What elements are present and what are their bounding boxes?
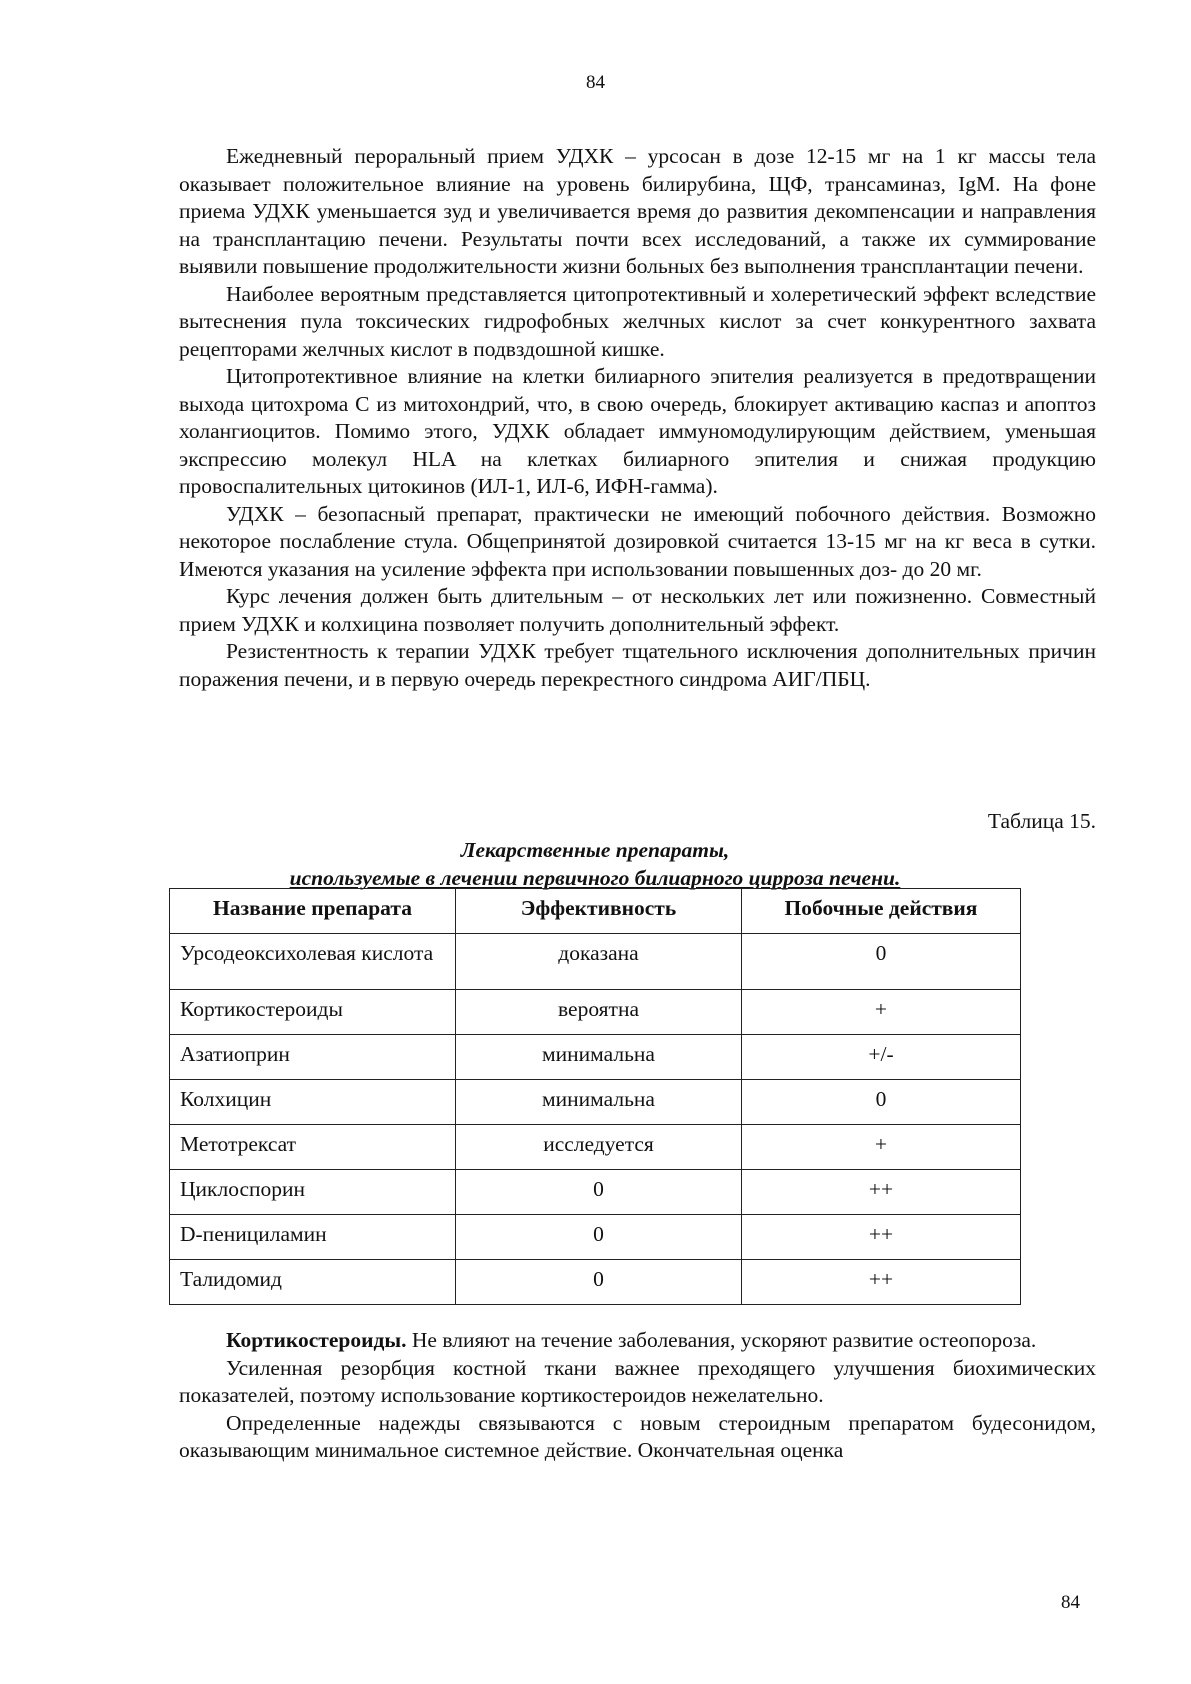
table-row: [170, 1215, 1021, 1260]
body-text-top: [179, 143, 1096, 693]
page-number-top: 84: [586, 72, 605, 93]
cell-drug-name: Колхицин: [170, 1080, 456, 1125]
paragraph: Наиболее вероятным представляется цитопротективный и холеретический эффект вследствие вытеснения пула токсических гидрофобных желчных кислот за счет конкурентного захвата рецепторами желчных кислот в подвздошной кишке.: [179, 281, 1096, 361]
cell-side-effects: ++: [742, 1215, 1021, 1260]
paragraph-lead: Кортикостероиды.: [226, 1328, 407, 1352]
paragraph: Ежедневный пероральный прием УДХК – урсосан в дозе 12-15 мг на 1 кг массы тела оказывает положительное влияние на уровень билирубина, ЩФ, трансаминаз, IgM. На фоне приема УДХК уменьшается зуд и увеличивается время до развития декомпенсации и направления на трансплантацию печени. Результаты почти всех исследований, а также их суммирование выявили повышение продолжительности жизни больных без выполнения трансплантации печени.: [179, 144, 1096, 278]
table-row: [170, 1035, 1021, 1080]
cell-side-effects: ++: [742, 1260, 1021, 1305]
cell-efficacy: доказана: [456, 934, 742, 990]
paragraph: [179, 1327, 1096, 1355]
cell-side-effects: +/-: [742, 1035, 1021, 1080]
paragraph: УДХК – безопасный препарат, практически не имеющий побочного действия. Возможно некоторое послабление стула. Общепринятой дозировкой считается 13-15 мг на кг веса в сутки. Имеются указания на усиление эффекта при использовании повышенных доз- до 20 мг.: [179, 501, 1096, 581]
drugs-table: [169, 888, 1021, 1305]
paragraph: Курс лечения должен быть длительным – от нескольких лет или пожизненно. Совместный прием УДХК и колхицина позволяет получить дополнительный эффект.: [179, 584, 1096, 636]
table-label: Таблица 15.: [987, 809, 1096, 833]
table-row: [170, 1080, 1021, 1125]
paragraph: Усиленная резорбция костной ткани важнее преходящего улучшения биохимических показателей, поэтому использование кортикостероидов нежелательно.: [179, 1355, 1096, 1407]
cell-efficacy: минимальна: [456, 1035, 742, 1080]
cell-drug-name: Кортикостероиды: [170, 990, 456, 1035]
cell-drug-name: Урсодеоксихолевая кислота: [170, 934, 456, 990]
cell-efficacy: 0: [456, 1170, 742, 1215]
table-row: [170, 1125, 1021, 1170]
cell-efficacy: вероятна: [456, 990, 742, 1035]
cell-efficacy: 0: [456, 1260, 742, 1305]
header-side-effects: Побочные действия: [742, 889, 1021, 934]
header-efficacy: Эффективность: [456, 889, 742, 934]
cell-drug-name: D-пенициламин: [170, 1215, 456, 1260]
cell-efficacy: исследуется: [456, 1125, 742, 1170]
paragraph: Резистентность к терапии УДХК требует тщательного исключения дополнительных причин поражения печени, и в первую очередь перекрестного синдрома АИГ/ПБЦ.: [179, 639, 1096, 691]
cell-drug-name: Циклоспорин: [170, 1170, 456, 1215]
table-row: [170, 990, 1021, 1035]
paragraph-rest: Не влияют на течение заболевания, ускоряют развитие остеопороза.: [406, 1328, 1037, 1352]
cell-side-effects: +: [742, 1125, 1021, 1170]
cell-drug-name: Талидомид: [170, 1260, 456, 1305]
paragraph: Цитопротективное влияние на клетки билиарного эпителия реализуется в предотвращении выхода цитохрома С из митохондрий, что, в свою очередь, блокирует активацию каспаз и апоптоз холангиоцитов. Помимо этого, УДХК обладает иммуномодулирующим действием, уменьшая экспрессию молекул HLA на клетках билиарного эпителия и снижая продукцию провоспалительных цитокинов (ИЛ-1, ИЛ-6, ИФН-гамма).: [179, 364, 1096, 498]
table-header-row: [170, 889, 1021, 934]
cell-side-effects: +: [742, 990, 1021, 1035]
cell-side-effects: ++: [742, 1170, 1021, 1215]
table-caption: [170, 836, 1020, 892]
cell-efficacy: 0: [456, 1215, 742, 1260]
cell-drug-name: Метотрексат: [170, 1125, 456, 1170]
body-text-bottom: [179, 1327, 1096, 1465]
table-caption-line-1: Лекарственные препараты,: [460, 838, 730, 862]
table-row: [170, 1170, 1021, 1215]
cell-side-effects: 0: [742, 1080, 1021, 1125]
table-row: [170, 1260, 1021, 1305]
table-row: [170, 934, 1021, 990]
cell-drug-name: Азатиоприн: [170, 1035, 456, 1080]
paragraph: Определенные надежды связываются с новым стероидным препаратом будесонидом, оказывающим минимальное системное действие. Окончательная оценка: [179, 1410, 1096, 1462]
cell-side-effects: 0: [742, 934, 1021, 990]
cell-efficacy: минимальна: [456, 1080, 742, 1125]
table-caption-line-2: используемые в лечении первичного билиарного цирроза печени.: [289, 866, 901, 890]
page-number-bottom: 84: [1061, 1592, 1080, 1613]
header-drug-name: Название препарата: [170, 889, 456, 934]
